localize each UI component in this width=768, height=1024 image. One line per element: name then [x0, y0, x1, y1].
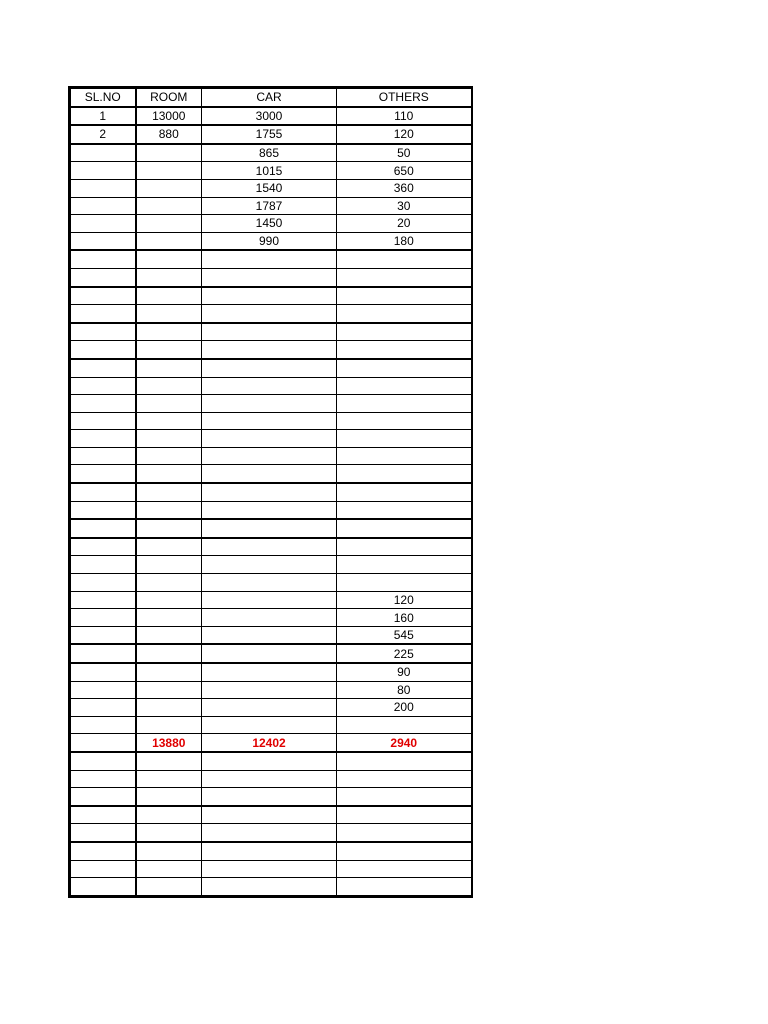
cell-room[interactable] [136, 215, 202, 233]
cell-sl-no[interactable] [70, 574, 136, 592]
cell-sl-no[interactable] [70, 377, 136, 395]
cell-car[interactable] [202, 591, 337, 609]
cell-room[interactable] [136, 447, 202, 465]
cell-room[interactable] [136, 250, 202, 268]
cell-room[interactable] [136, 788, 202, 806]
cell-car[interactable]: 865 [202, 144, 337, 162]
cell-room[interactable] [136, 681, 202, 699]
cell-sl-no[interactable] [70, 447, 136, 465]
cell-room[interactable] [136, 519, 202, 538]
cell-car[interactable] [202, 483, 337, 501]
table-row [70, 341, 472, 359]
cell-room[interactable] [136, 609, 202, 627]
cell-car[interactable] [202, 752, 337, 770]
table-row [70, 107, 472, 126]
cell-others[interactable] [337, 447, 472, 465]
cell-car[interactable] [202, 556, 337, 574]
cell-sl-no[interactable] [70, 663, 136, 681]
cell-room[interactable]: 13000 [136, 107, 202, 126]
cell-room[interactable] [136, 644, 202, 663]
cell-car[interactable] [202, 305, 337, 323]
cell-others[interactable]: 120 [337, 591, 472, 609]
cell-room[interactable] [136, 268, 202, 286]
table-row [70, 465, 472, 483]
table-row [70, 842, 472, 860]
cell-others[interactable] [337, 752, 472, 770]
cell-car[interactable] [202, 395, 337, 413]
cell-room[interactable] [136, 287, 202, 305]
cell-car[interactable] [202, 430, 337, 448]
cell-room[interactable] [136, 359, 202, 377]
cell-car[interactable]: 1755 [202, 125, 337, 144]
cell-room[interactable] [136, 591, 202, 609]
table-row [70, 574, 472, 592]
cell-sl-no[interactable] [70, 591, 136, 609]
table-row [70, 716, 472, 734]
cell-others[interactable] [337, 860, 472, 878]
cell-others[interactable] [337, 287, 472, 305]
table-row [70, 609, 472, 627]
cell-sl-no[interactable] [70, 430, 136, 448]
cell-car[interactable] [202, 770, 337, 788]
cell-car[interactable] [202, 323, 337, 341]
cell-car[interactable] [202, 842, 337, 860]
cell-sl-no[interactable] [70, 681, 136, 699]
cell-others[interactable] [337, 716, 472, 734]
cell-others[interactable]: 30 [337, 197, 472, 215]
table-row [70, 268, 472, 286]
cell-others[interactable] [337, 323, 472, 341]
cell-room[interactable] [136, 323, 202, 341]
cell-car[interactable] [202, 699, 337, 717]
cell-room[interactable] [136, 144, 202, 162]
cell-room[interactable] [136, 556, 202, 574]
cell-room[interactable] [136, 305, 202, 323]
cell-sl-no[interactable] [70, 519, 136, 538]
cell-others[interactable]: 80 [337, 681, 472, 699]
cell-room[interactable] [136, 538, 202, 556]
table-row [70, 430, 472, 448]
cell-others[interactable] [337, 806, 472, 824]
table-row [70, 215, 472, 233]
cell-others[interactable] [337, 305, 472, 323]
cell-car[interactable] [202, 788, 337, 806]
cell-car[interactable] [202, 574, 337, 592]
cell-room[interactable] [136, 842, 202, 860]
cell-car[interactable] [202, 644, 337, 663]
cell-others[interactable] [337, 395, 472, 413]
cell-sl-no[interactable] [70, 501, 136, 519]
cell-sl-no[interactable] [70, 323, 136, 341]
cell-sl-no[interactable] [70, 305, 136, 323]
cell-car[interactable] [202, 412, 337, 430]
table-row [70, 483, 472, 501]
table-row [70, 144, 472, 162]
cell-others[interactable]: 110 [337, 107, 472, 126]
table-row [70, 878, 472, 897]
cell-car[interactable] [202, 341, 337, 359]
table-row [70, 305, 472, 323]
cell-room[interactable] [136, 824, 202, 842]
cell-room[interactable] [136, 395, 202, 413]
cell-car[interactable] [202, 878, 337, 897]
cell-sl-no[interactable] [70, 538, 136, 556]
cell-others[interactable] [337, 878, 472, 897]
table-row [70, 699, 472, 717]
cell-room[interactable] [136, 377, 202, 395]
cell-sl-no[interactable] [70, 250, 136, 268]
table-row [70, 162, 472, 180]
cell-car[interactable] [202, 519, 337, 538]
cell-others[interactable] [337, 268, 472, 286]
table-row [70, 395, 472, 413]
cell-sl-no[interactable] [70, 359, 136, 377]
header-cell-room[interactable]: ROOM [136, 88, 202, 107]
cell-car[interactable]: 1787 [202, 197, 337, 215]
cell-sl-no[interactable] [70, 806, 136, 824]
cell-car[interactable] [202, 609, 337, 627]
cell-sl-no[interactable] [70, 341, 136, 359]
table-row [70, 377, 472, 395]
cell-room[interactable] [136, 574, 202, 592]
cell-car[interactable] [202, 626, 337, 644]
cell-sl-no[interactable] [70, 878, 136, 897]
cell-car[interactable] [202, 824, 337, 842]
table-row [70, 626, 472, 644]
table-row [70, 250, 472, 268]
cell-others[interactable] [337, 341, 472, 359]
cell-room[interactable] [136, 162, 202, 180]
table-row [70, 681, 472, 699]
table-row [70, 232, 472, 250]
cell-room[interactable] [136, 716, 202, 734]
cell-others[interactable] [337, 501, 472, 519]
cell-others[interactable]: 2940 [337, 734, 472, 752]
cell-sl-no[interactable] [70, 716, 136, 734]
header-cell-others[interactable]: OTHERS [337, 88, 472, 107]
table-row [70, 824, 472, 842]
header-cell-sl-no[interactable]: SL.NO [70, 88, 136, 107]
cell-others[interactable] [337, 842, 472, 860]
table-row [70, 591, 472, 609]
table-row [70, 501, 472, 519]
cell-others[interactable] [337, 359, 472, 377]
cell-sl-no[interactable] [70, 179, 136, 197]
cell-car[interactable] [202, 663, 337, 681]
table-row [70, 125, 472, 144]
cell-room[interactable] [136, 878, 202, 897]
cell-room[interactable] [136, 806, 202, 824]
cell-others[interactable] [337, 430, 472, 448]
cell-room[interactable] [136, 752, 202, 770]
cell-car[interactable] [202, 681, 337, 699]
table-row [70, 806, 472, 824]
cell-sl-no[interactable] [70, 412, 136, 430]
cell-car[interactable] [202, 447, 337, 465]
cell-sl-no[interactable] [70, 215, 136, 233]
cell-others[interactable] [337, 556, 472, 574]
cell-others[interactable] [337, 412, 472, 430]
cell-others[interactable] [337, 824, 472, 842]
cell-sl-no[interactable] [70, 162, 136, 180]
cell-sl-no[interactable] [70, 395, 136, 413]
cell-sl-no[interactable] [70, 483, 136, 501]
cell-car[interactable] [202, 287, 337, 305]
cell-room[interactable] [136, 663, 202, 681]
table-row [70, 538, 472, 556]
cell-room[interactable] [136, 179, 202, 197]
cell-others[interactable]: 200 [337, 699, 472, 717]
cell-car[interactable] [202, 359, 337, 377]
cell-room[interactable] [136, 483, 202, 501]
table-row [70, 770, 472, 788]
cell-car[interactable] [202, 860, 337, 878]
cell-car[interactable]: 12402 [202, 734, 337, 752]
table-row [70, 519, 472, 538]
cell-car[interactable] [202, 538, 337, 556]
cell-others[interactable]: 120 [337, 125, 472, 144]
cell-room[interactable] [136, 341, 202, 359]
cell-others[interactable]: 90 [337, 663, 472, 681]
cell-sl-no[interactable] [70, 770, 136, 788]
table-row [70, 197, 472, 215]
table-row [70, 860, 472, 878]
table-row [70, 447, 472, 465]
cell-room[interactable] [136, 626, 202, 644]
cell-others[interactable]: 545 [337, 626, 472, 644]
cell-room[interactable] [136, 465, 202, 483]
cell-room[interactable] [136, 699, 202, 717]
cell-sl-no[interactable] [70, 556, 136, 574]
cell-others[interactable]: 160 [337, 609, 472, 627]
cell-sl-no[interactable] [70, 268, 136, 286]
cell-sl-no[interactable]: 2 [70, 125, 136, 144]
table-row [70, 179, 472, 197]
cell-others[interactable] [337, 574, 472, 592]
cell-others[interactable] [337, 377, 472, 395]
cell-sl-no[interactable] [70, 734, 136, 752]
cell-others[interactable] [337, 250, 472, 268]
cell-sl-no[interactable] [70, 144, 136, 162]
cell-room[interactable] [136, 770, 202, 788]
cell-others[interactable] [337, 770, 472, 788]
table-row [70, 412, 472, 430]
cell-sl-no[interactable] [70, 644, 136, 663]
cell-others[interactable]: 360 [337, 179, 472, 197]
table-row [70, 644, 472, 663]
cell-sl-no[interactable] [70, 860, 136, 878]
cell-others[interactable]: 650 [337, 162, 472, 180]
total-row [70, 734, 472, 752]
cell-others[interactable] [337, 465, 472, 483]
cell-sl-no[interactable] [70, 824, 136, 842]
spreadsheet-table [68, 86, 473, 898]
header-row [70, 88, 472, 107]
cell-sl-no[interactable] [70, 197, 136, 215]
cell-room[interactable] [136, 197, 202, 215]
cell-sl-no[interactable] [70, 699, 136, 717]
cell-room[interactable] [136, 232, 202, 250]
cell-others[interactable] [337, 483, 472, 501]
cell-room[interactable]: 880 [136, 125, 202, 144]
cell-room[interactable] [136, 412, 202, 430]
cell-others[interactable]: 20 [337, 215, 472, 233]
cell-others[interactable]: 225 [337, 644, 472, 663]
table-row [70, 323, 472, 341]
cell-car[interactable] [202, 501, 337, 519]
cell-sl-no[interactable] [70, 788, 136, 806]
cell-others[interactable] [337, 788, 472, 806]
table-row [70, 287, 472, 305]
cell-room[interactable] [136, 860, 202, 878]
cell-sl-no[interactable] [70, 232, 136, 250]
cell-sl-no[interactable] [70, 287, 136, 305]
cell-car[interactable]: 990 [202, 232, 337, 250]
cell-car[interactable]: 3000 [202, 107, 337, 126]
table-row [70, 788, 472, 806]
cell-car[interactable] [202, 806, 337, 824]
table-row [70, 663, 472, 681]
header-cell-car[interactable]: CAR [202, 88, 337, 107]
cell-others[interactable] [337, 538, 472, 556]
cell-others[interactable]: 50 [337, 144, 472, 162]
table-row [70, 359, 472, 377]
table-row [70, 556, 472, 574]
cell-car[interactable] [202, 250, 337, 268]
spreadsheet-body [70, 88, 472, 897]
cell-car[interactable] [202, 716, 337, 734]
cell-car[interactable]: 1450 [202, 215, 337, 233]
cell-others[interactable] [337, 519, 472, 538]
cell-sl-no[interactable] [70, 842, 136, 860]
cell-car[interactable] [202, 377, 337, 395]
cell-sl-no[interactable] [70, 465, 136, 483]
cell-car[interactable] [202, 268, 337, 286]
cell-sl-no[interactable] [70, 752, 136, 770]
cell-car[interactable] [202, 465, 337, 483]
cell-sl-no[interactable] [70, 626, 136, 644]
cell-room[interactable] [136, 501, 202, 519]
cell-sl-no[interactable]: 1 [70, 107, 136, 126]
cell-car[interactable]: 1540 [202, 179, 337, 197]
table-row [70, 752, 472, 770]
cell-room[interactable] [136, 430, 202, 448]
cell-others[interactable]: 180 [337, 232, 472, 250]
cell-room[interactable]: 13880 [136, 734, 202, 752]
cell-car[interactable]: 1015 [202, 162, 337, 180]
cell-sl-no[interactable] [70, 609, 136, 627]
